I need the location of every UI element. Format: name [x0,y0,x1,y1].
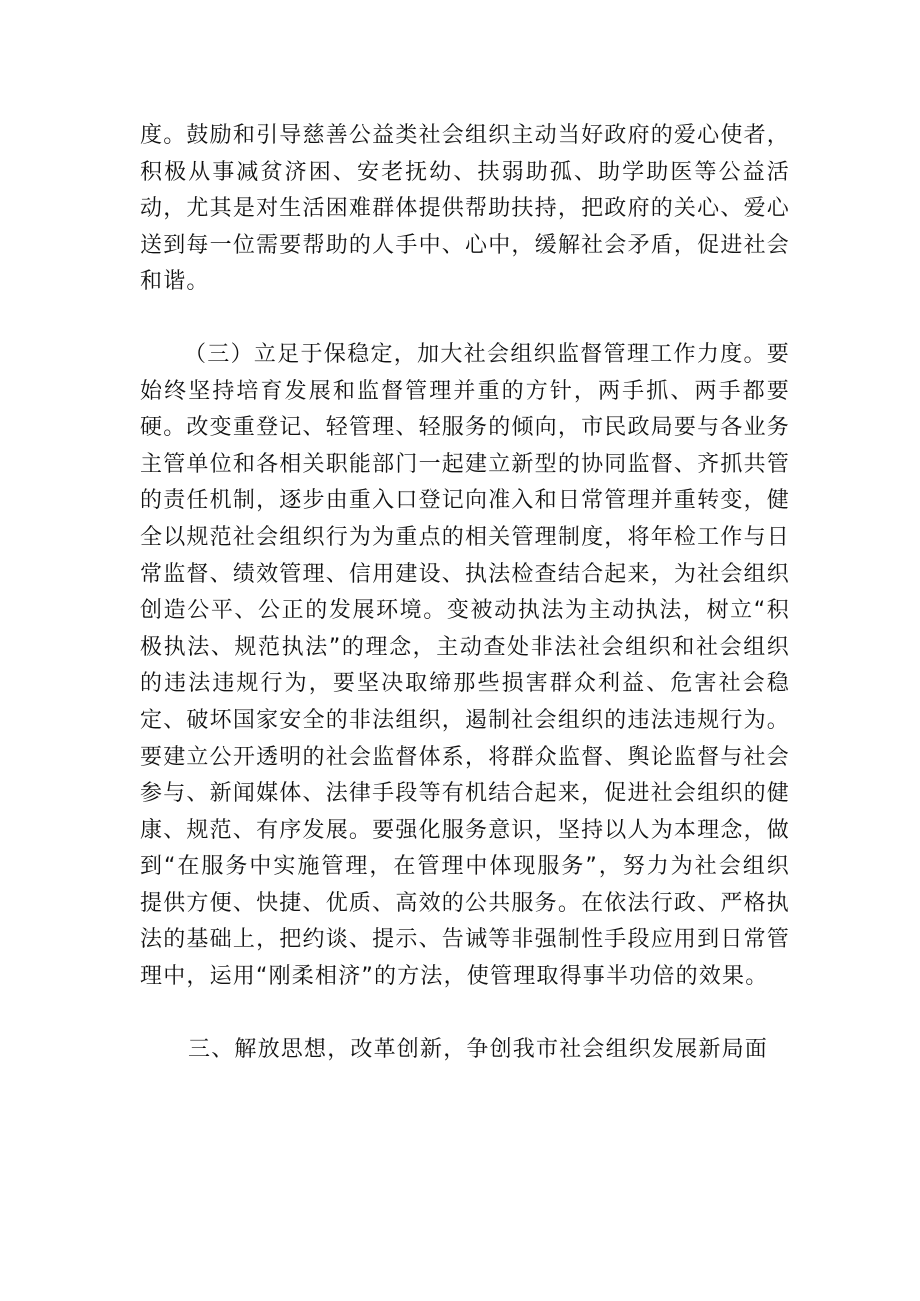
paragraph-section-three: （三）立足于保稳定，加大社会组织监督管理工作力度。要始终坚持培育发展和监督管理并重的方针，两手抓、两手都要硬。改变重登记、轻管理、轻服务的倾向，市民政局要与各业务主管单位和各相关职能部门一起建立新型的协同监督、齐抓共管的责任机制，逐步由重入口登记向准入和日常管理并重转变，健全以规范社会组织行为为重点的相关管理制度，将年检工作与日常监督、绩效管理、信用建设、执法检查结合起来，为社会组织创造公平、公正的发展环境。变被动执法为主动执法，树立“积极执法、规范执法”的理念，主动查处非法社会组织和社会组织的违法违规行为，要坚决取缔那些损害群众利益、危害社会稳定、破坏国家安全的非法组织，遏制社会组织的违法违规行为。要建立公开透明的社会监督体系，将群众监督、舆论监督与社会参与、新闻媒体、法律手段等有机结合起来，促进社会组织的健康、规范、有序发展。要强化服务意识，坚持以人为本理念，做到“在服务中实施管理，在管理中体现服务”，努力为社会组织提供方便、快捷、优质、高效的公共服务。在依法行政、严格执法的基础上，把约谈、提示、告诫等非强制性手段应用到日常管理中，运用“刚柔相济”的方法，使管理取得事半功倍的效果。 [140,341,790,990]
section-heading: 三、解放思想，改革创新，争创我市社会组织发展新局面 [188,1036,769,1062]
document-body [140,118,790,1068]
paragraph-continuation: 度。鼓励和引导慈善公益类社会组织主动当好政府的爱心使者，积极从事减贫济困、安老抚幼、扶弱助孤、助学助医等公益活动，尤其是对生活困难群体提供帮助扶持，把政府的关心、爱心送到每一位需要帮助的人手中、心中，缓解社会矛盾，促进社会和谐。 [140,123,790,295]
